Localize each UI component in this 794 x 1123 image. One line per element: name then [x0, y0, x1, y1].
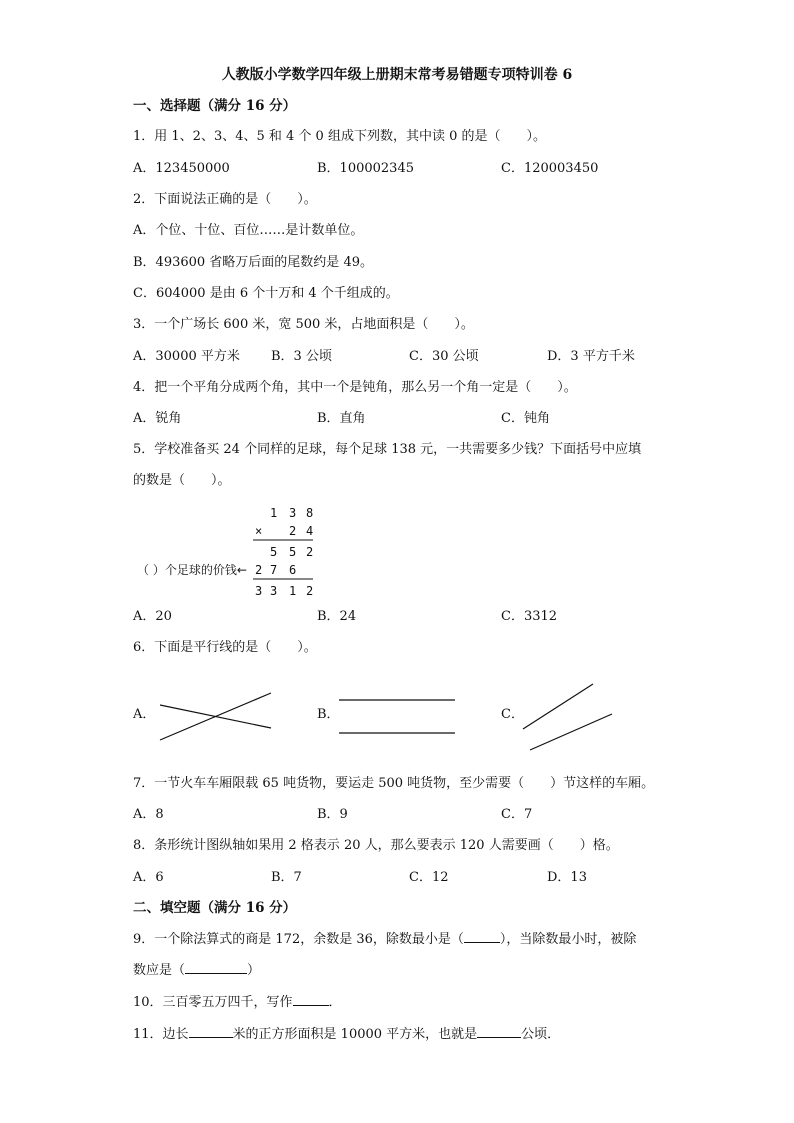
q7-option-c: C．7 [501, 807, 533, 822]
page-title: 人教版小学数学四年级上册期末常考易错题专项特训卷 6 [221, 67, 573, 83]
calc-digit: 2 [306, 584, 314, 598]
q8-option-b: B．7 [271, 870, 302, 885]
q11-text-2: 米的正方形面积是 10000 平方米，也就是 [232, 1027, 478, 1042]
q8-option-d: D．13 [547, 870, 587, 885]
calc-digit: 5 [270, 545, 278, 559]
q6-option-a-label: A． [133, 707, 156, 722]
q11-text-1: 11．边长 [133, 1027, 189, 1042]
q1-option-b: B．100002345 [317, 161, 414, 176]
q1-option-a: A．123450000 [133, 161, 230, 176]
q6-option-b-label: B． [317, 707, 340, 722]
q2-option-a: A．个位、十位、百位……是计数单位。 [133, 223, 364, 238]
q10-text-2: ． [328, 995, 342, 1010]
question-7: 7．一节火车车厢限载 65 吨货物，要运走 500 吨货物，至少需要（ ）节这样的车厢。 [133, 776, 655, 791]
q1-option-c: C．120003450 [501, 161, 599, 176]
calc-digit: 2 [289, 524, 297, 538]
q9-blank-divisor[interactable] [464, 930, 500, 943]
q3-option-a: A．30000 平方米 [133, 349, 240, 364]
q5-option-c: C．3312 [501, 609, 558, 624]
q2-option-b: B．493600 省略万后面的尾数约是 49。 [133, 255, 373, 270]
q3-option-b: B．3 公顷 [271, 349, 332, 364]
calc-digit: 8 [306, 506, 314, 520]
q11-text-3: 公顷． [521, 1027, 561, 1042]
q5-option-b: B．24 [317, 609, 357, 624]
q2-option-c: C．604000 是由 6 个十万和 4 个千组成的。 [133, 286, 399, 301]
q10-text-1: 10．三百零五万四千，写作 [133, 995, 293, 1010]
calc-digit: 2 [255, 563, 263, 577]
q7-option-b: B．9 [317, 807, 348, 822]
question-11 [133, 1025, 560, 1044]
question-3: 3．一个广场长 600 米，宽 500 米，占地面积是（ ）。 [133, 317, 474, 332]
section-heading-fill: 二、填空题（满分 16 分） [133, 900, 297, 916]
section-heading-choice: 一、选择题（满分 16 分） [133, 98, 297, 114]
question-5-line-1: 5．学校准备买 24 个同样的足球，每个足球 138 元，一共需要多少钱？下面括号中应填 [133, 442, 642, 457]
calc-digit: 6 [289, 563, 297, 577]
q5-option-a: A．20 [133, 609, 172, 624]
q9-blank-dividend[interactable] [185, 961, 247, 974]
q4-option-a: A．锐角 [133, 411, 182, 426]
calc-digit: 7 [270, 563, 278, 577]
multiplication-vertical-calc [133, 500, 333, 605]
q9-text-2: ），当除数最小时，被除 [499, 932, 637, 947]
calc-digit: 3 [270, 584, 278, 598]
calc-digit: 5 [289, 545, 297, 559]
question-4: 4．把一个平角分成两个角，其中一个是钝角，那么另一个角一定是（ ）。 [133, 380, 577, 395]
q4-option-b: B．直角 [317, 411, 366, 426]
calc-digit: 4 [306, 524, 314, 538]
question-5-line-2: 的数是（ ）。 [133, 473, 231, 488]
question-9-line-1 [133, 930, 636, 949]
calc-digit: 2 [306, 545, 314, 559]
question-8: 8．条形统计图纵轴如果用 2 格表示 20 人，那么要表示 120 人需要画（ ）格。 [133, 838, 619, 853]
q6-option-b-parallel-lines [335, 690, 460, 740]
times-sign: × [255, 524, 263, 538]
q10-blank[interactable] [293, 993, 329, 1006]
q8-option-a: A．6 [133, 870, 164, 885]
q8-option-c: C．12 [409, 870, 449, 885]
calc-digit: 1 [270, 506, 278, 520]
question-1: 1．用 1、2、3、4、5 和 4 个 0 组成下列数，其中读 0 的是（ ）。 [133, 129, 546, 144]
question-10 [133, 993, 342, 1012]
question-9-line-2 [133, 961, 260, 980]
q6-option-c-nonparallel-lines [518, 680, 618, 755]
q3-option-d: D．3 平方千米 [547, 349, 635, 364]
q11-blank-hectare[interactable] [477, 1025, 521, 1038]
calc-digit: 3 [255, 584, 263, 598]
calc-digit: 3 [289, 506, 297, 520]
q6-option-a-intersecting-lines [155, 688, 277, 746]
q7-option-a: A．8 [133, 807, 164, 822]
q9-text-3: 数应是（ [133, 963, 186, 978]
calc-digit: 1 [289, 584, 297, 598]
q9-text-1: 9．一个除法算式的商是 172，余数是 36，除数最小是（ [133, 932, 464, 947]
calc-annotation: （ ）个足球的价钱← [137, 563, 247, 577]
q9-text-4: ） [247, 963, 261, 978]
q6-option-c-label: C． [501, 707, 524, 722]
q4-option-c: C．钝角 [501, 411, 550, 426]
question-2: 2．下面说法正确的是（ ）。 [133, 192, 317, 207]
question-6: 6．下面是平行线的是（ ）。 [133, 640, 317, 655]
q3-option-c: C．30 公顷 [409, 349, 479, 364]
q11-blank-side[interactable] [189, 1025, 233, 1038]
